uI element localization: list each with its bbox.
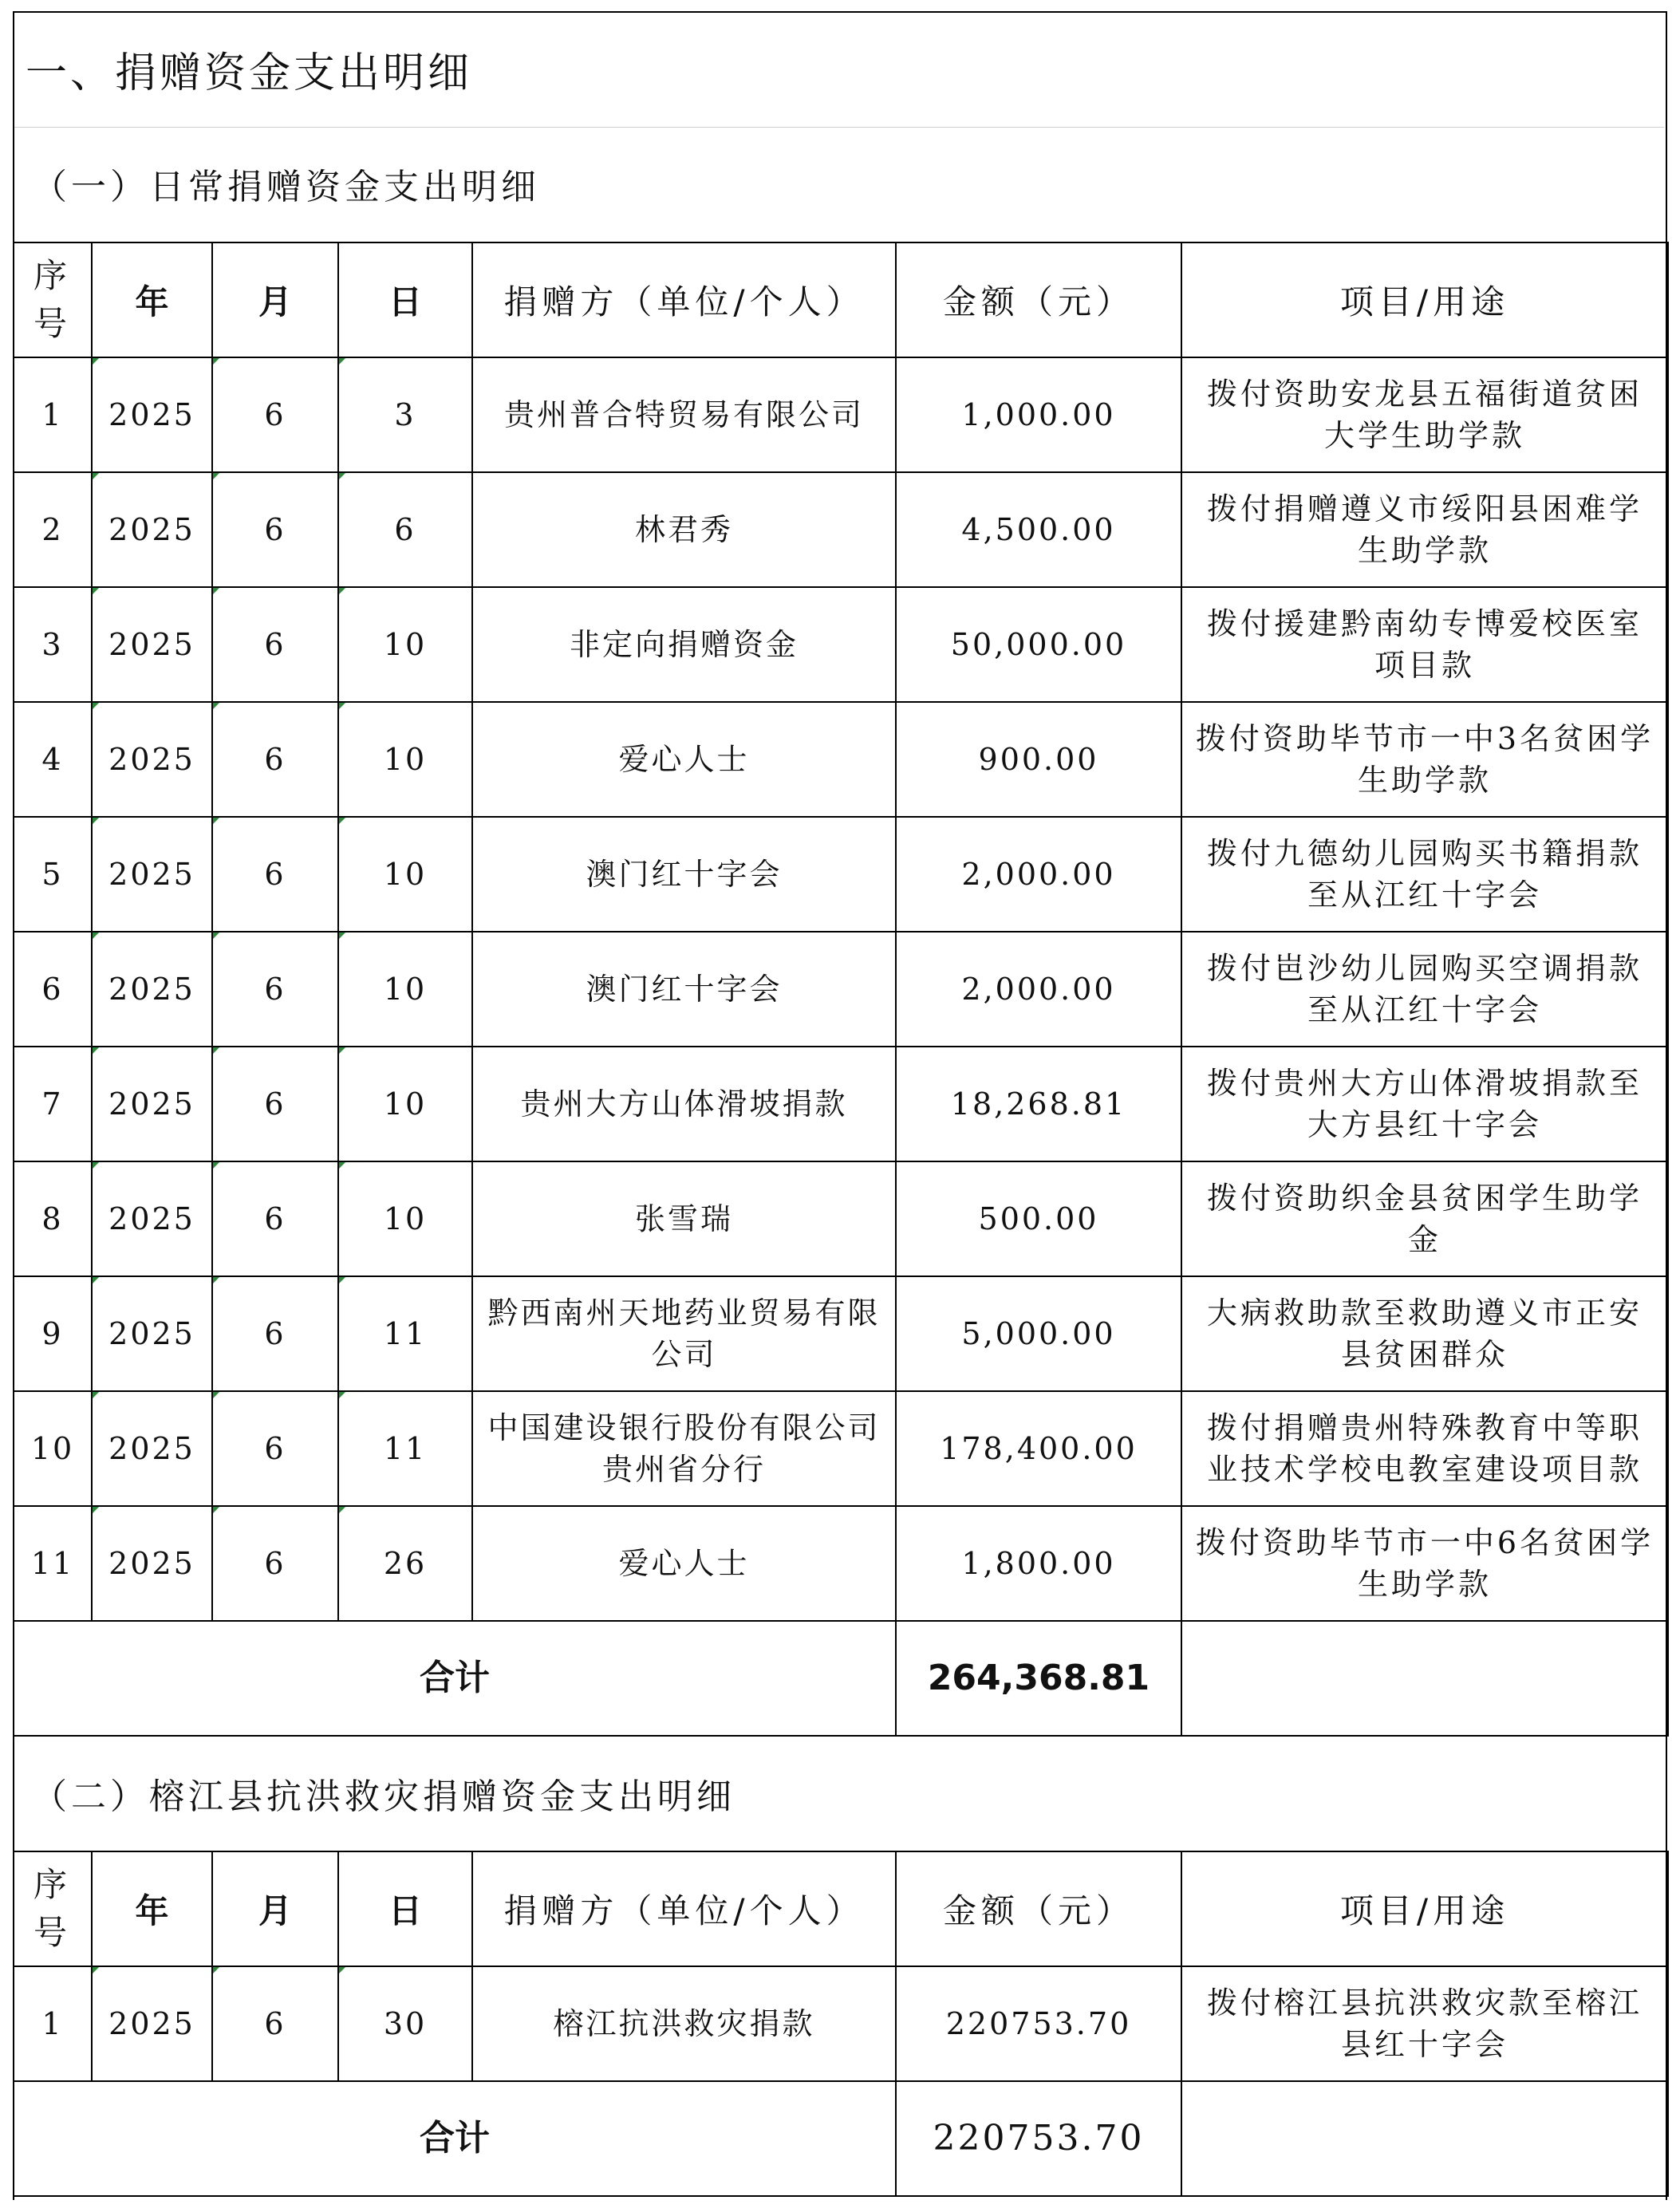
row-year: 2025 [92, 587, 212, 702]
table-row [14, 817, 1668, 932]
header-donor: 捐赠方（单位/个人） [472, 242, 896, 357]
header-month: 月 [212, 1851, 338, 1966]
table-row [14, 932, 1668, 1047]
row-month: 6 [212, 1506, 338, 1621]
row-project: 拨付资助织金县贫困学生助学金 [1181, 1161, 1668, 1276]
row-donor: 榕江抗洪救灾捐款 [472, 1966, 896, 2081]
row-day: 30 [338, 1966, 472, 2081]
row-project: 拨付九德幼儿园购买书籍捐款至从江红十字会 [1181, 817, 1668, 932]
row-project: 拨付捐赠遵义市绥阳县困难学生助学款 [1181, 472, 1668, 587]
section1-table [13, 242, 1669, 1737]
header-donor: 捐赠方（单位/个人） [472, 1851, 896, 1966]
row-donor: 黔西南州天地药业贸易有限公司 [472, 1276, 896, 1391]
table-row [14, 587, 1668, 702]
row-year: 2025 [92, 1047, 212, 1161]
row-day: 10 [338, 817, 472, 932]
row-no: 4 [14, 702, 92, 817]
row-year: 2025 [92, 357, 212, 472]
table-row [14, 1966, 1668, 2081]
row-day: 3 [338, 357, 472, 472]
row-month: 6 [212, 1161, 338, 1276]
row-month: 6 [212, 587, 338, 702]
row-project: 拨付资助安龙县五福街道贫困大学生助学款 [1181, 357, 1668, 472]
row-project: 拨付援建黔南幼专博爱校医室项目款 [1181, 587, 1668, 702]
section2-total-amount: 220753.70 [896, 2081, 1181, 2196]
row-year: 2025 [92, 1506, 212, 1621]
section2-header-row [14, 1851, 1668, 1966]
row-donor: 爱心人士 [472, 1506, 896, 1621]
row-donor: 张雪瑞 [472, 1161, 896, 1276]
row-amount: 4,500.00 [896, 472, 1181, 587]
header-no: 序号 [14, 242, 92, 357]
row-year: 2025 [92, 1391, 212, 1506]
row-amount: 500.00 [896, 1161, 1181, 1276]
row-year: 2025 [92, 932, 212, 1047]
table-row [14, 1161, 1668, 1276]
row-project: 拨付岜沙幼儿园购买空调捐款至从江红十字会 [1181, 932, 1668, 1047]
row-amount: 900.00 [896, 702, 1181, 817]
row-no: 8 [14, 1161, 92, 1276]
row-amount: 1,000.00 [896, 357, 1181, 472]
row-year: 2025 [92, 472, 212, 587]
row-month: 6 [212, 1391, 338, 1506]
row-project: 大病救助款至救助遵义市正安县贫困群众 [1181, 1276, 1668, 1391]
header-project: 项目/用途 [1181, 242, 1668, 357]
row-year: 2025 [92, 702, 212, 817]
row-month: 6 [212, 357, 338, 472]
row-year: 2025 [92, 817, 212, 932]
header-project: 项目/用途 [1181, 1851, 1668, 1966]
row-project: 拨付资助毕节市一中3名贫困学生助学款 [1181, 702, 1668, 817]
row-month: 6 [212, 1047, 338, 1161]
section2-total-empty [1181, 2081, 1668, 2196]
header-amount: 金额（元） [896, 1851, 1181, 1966]
row-month: 6 [212, 817, 338, 932]
row-no: 5 [14, 817, 92, 932]
row-amount: 5,000.00 [896, 1276, 1181, 1391]
row-no: 11 [14, 1506, 92, 1621]
table-row [14, 357, 1668, 472]
section2-table [13, 1851, 1669, 2197]
row-donor: 林君秀 [472, 472, 896, 587]
row-day: 10 [338, 587, 472, 702]
row-amount: 1,800.00 [896, 1506, 1181, 1621]
row-no: 7 [14, 1047, 92, 1161]
header-year: 年 [92, 242, 212, 357]
section1-header-row [14, 242, 1668, 357]
header-no: 序号 [14, 1851, 92, 1966]
section1-title: （一）日常捐赠资金支出明细 [32, 167, 540, 207]
row-month: 6 [212, 1966, 338, 2081]
row-project: 拨付贵州大方山体滑坡捐款至大方县红十字会 [1181, 1047, 1668, 1161]
row-no: 9 [14, 1276, 92, 1391]
table-row [14, 1276, 1668, 1391]
header-amount: 金额（元） [896, 242, 1181, 357]
row-donor: 爱心人士 [472, 702, 896, 817]
row-donor: 贵州普合特贸易有限公司 [472, 357, 896, 472]
section1-total-empty [1181, 1621, 1668, 1736]
page-title: 一、捐赠资金支出明细 [14, 11, 1664, 128]
row-day: 10 [338, 1047, 472, 1161]
row-amount: 2,000.00 [896, 932, 1181, 1047]
row-day: 10 [338, 932, 472, 1047]
row-no: 1 [14, 357, 92, 472]
row-year: 2025 [92, 1966, 212, 2081]
section2-total-row [14, 2081, 1668, 2196]
row-day: 10 [338, 702, 472, 817]
row-no: 6 [14, 932, 92, 1047]
row-project: 拨付捐赠贵州特殊教育中等职业技术学校电教室建设项目款 [1181, 1391, 1668, 1506]
row-year: 2025 [92, 1161, 212, 1276]
row-project: 拨付资助毕节市一中6名贫困学生助学款 [1181, 1506, 1668, 1621]
row-year: 2025 [92, 1276, 212, 1391]
table-row [14, 472, 1668, 587]
row-amount: 178,400.00 [896, 1391, 1181, 1506]
row-amount: 18,268.81 [896, 1047, 1181, 1161]
section2-total-label: 合计 [14, 2081, 896, 2196]
row-amount: 2,000.00 [896, 817, 1181, 932]
row-day: 11 [338, 1276, 472, 1391]
row-month: 6 [212, 472, 338, 587]
section1-total-label: 合计 [14, 1621, 896, 1736]
header-day: 日 [338, 242, 472, 357]
row-day: 26 [338, 1506, 472, 1621]
row-no: 1 [14, 1966, 92, 2081]
header-month: 月 [212, 242, 338, 357]
row-donor: 澳门红十字会 [472, 817, 896, 932]
section2-title: （二）榕江县抗洪救灾捐赠资金支出明细 [32, 1776, 735, 1817]
section1-total-amount: 264,368.81 [896, 1621, 1181, 1736]
row-day: 6 [338, 472, 472, 587]
row-no: 2 [14, 472, 92, 587]
section1-total-row [14, 1621, 1668, 1736]
row-amount: 50,000.00 [896, 587, 1181, 702]
row-day: 10 [338, 1161, 472, 1276]
row-donor: 贵州大方山体滑坡捐款 [472, 1047, 896, 1161]
row-day: 11 [338, 1391, 472, 1506]
row-no: 10 [14, 1391, 92, 1506]
row-donor: 非定向捐赠资金 [472, 587, 896, 702]
row-no: 3 [14, 587, 92, 702]
row-amount: 220753.70 [896, 1966, 1181, 2081]
table-row [14, 1506, 1668, 1621]
table-row [14, 702, 1668, 817]
table-row [14, 1391, 1668, 1506]
row-month: 6 [212, 932, 338, 1047]
header-year: 年 [92, 1851, 212, 1966]
row-project: 拨付榕江县抗洪救灾款至榕江县红十字会 [1181, 1966, 1668, 2081]
table-row [14, 1047, 1668, 1161]
row-month: 6 [212, 1276, 338, 1391]
row-donor: 中国建设银行股份有限公司贵州省分行 [472, 1391, 896, 1506]
row-month: 6 [212, 702, 338, 817]
row-donor: 澳门红十字会 [472, 932, 896, 1047]
header-day: 日 [338, 1851, 472, 1966]
